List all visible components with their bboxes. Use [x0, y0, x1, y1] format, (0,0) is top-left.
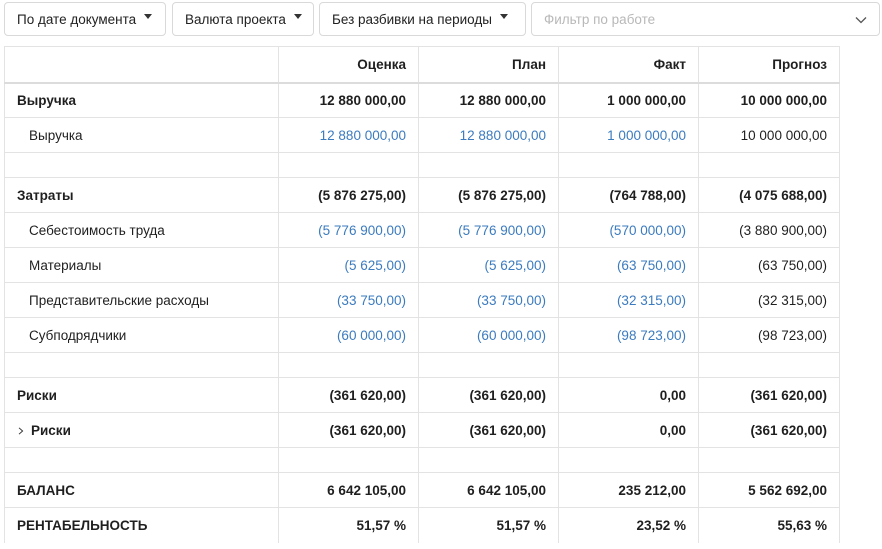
cell-forecast: (361 620,00) — [699, 378, 840, 413]
row-label: Риски — [5, 378, 279, 413]
cell-fact-link[interactable]: (98 723,00) — [559, 318, 699, 353]
cell-plan: 12 880 000,00 — [419, 83, 559, 118]
cell-forecast: 55,63 % — [699, 508, 840, 543]
cell-fact: 23,52 % — [559, 508, 699, 543]
period-label: Без разбивки на периоды — [332, 11, 492, 27]
date-mode-dropdown[interactable] — [4, 2, 166, 36]
chevron-right-icon[interactable] — [17, 427, 25, 435]
row-label: Затраты — [5, 178, 279, 213]
cell-fact-link[interactable]: (32 315,00) — [559, 283, 699, 318]
cell-estimate: 6 642 105,00 — [279, 473, 419, 508]
period-dropdown[interactable] — [319, 2, 526, 36]
cell-estimate: 12 880 000,00 — [279, 83, 419, 118]
row-subcontractors — [5, 318, 840, 353]
cell-plan-link[interactable]: (5 776 900,00) — [419, 213, 559, 248]
row-labor — [5, 213, 840, 248]
caret-down-icon — [294, 14, 302, 19]
cell-plan: (361 620,00) — [419, 378, 559, 413]
cell-plan: (361 620,00) — [419, 413, 559, 448]
spacer-row — [5, 448, 840, 473]
row-costs-total — [5, 178, 840, 213]
cell-estimate-link[interactable]: (5 625,00) — [279, 248, 419, 283]
row-label: РЕНТАБЕЛЬНОСТЬ — [5, 508, 279, 543]
row-label: БАЛАНС — [5, 473, 279, 508]
header-forecast[interactable]: Прогноз — [699, 47, 840, 83]
header-estimate[interactable]: Оценка — [279, 47, 419, 83]
header-plan[interactable]: План — [419, 47, 559, 83]
header-row — [5, 47, 840, 83]
cell-forecast: 5 562 692,00 — [699, 473, 840, 508]
currency-dropdown[interactable] — [172, 2, 314, 36]
spacer-row — [5, 153, 840, 178]
currency-label: Валюта проекта — [185, 11, 286, 27]
caret-down-icon — [500, 14, 508, 19]
cell-forecast: (361 620,00) — [699, 413, 840, 448]
cell-plan-link[interactable]: (60 000,00) — [419, 318, 559, 353]
row-representation — [5, 283, 840, 318]
work-filter-input[interactable] — [544, 12, 834, 27]
cell-forecast: (98 723,00) — [699, 318, 840, 353]
row-label: Себестоимость труда — [5, 213, 279, 248]
finance-table — [4, 46, 840, 543]
cell-plan: 6 642 105,00 — [419, 473, 559, 508]
cell-fact: 235 212,00 — [559, 473, 699, 508]
cell-plan-link[interactable]: (33 750,00) — [419, 283, 559, 318]
row-label: Субподрядчики — [5, 318, 279, 353]
cell-fact: 1 000 000,00 — [559, 83, 699, 118]
cell-plan-link[interactable]: (5 625,00) — [419, 248, 559, 283]
cell-fact-link[interactable]: (570 000,00) — [559, 213, 699, 248]
cell-forecast: 10 000 000,00 — [699, 118, 840, 153]
row-label: Материалы — [5, 248, 279, 283]
cell-estimate-link[interactable]: (60 000,00) — [279, 318, 419, 353]
chevron-down-icon[interactable] — [853, 12, 869, 28]
cell-fact: 0,00 — [559, 413, 699, 448]
row-risks-total — [5, 378, 840, 413]
cell-estimate: (5 876 275,00) — [279, 178, 419, 213]
cell-plan-link[interactable]: 12 880 000,00 — [419, 118, 559, 153]
toolbar — [4, 2, 880, 36]
cell-forecast: (3 880 900,00) — [699, 213, 840, 248]
header-fact[interactable]: Факт — [559, 47, 699, 83]
row-label: Выручка — [5, 83, 279, 118]
cell-forecast: (32 315,00) — [699, 283, 840, 318]
row-risks[interactable] — [5, 413, 840, 448]
cell-fact: 0,00 — [559, 378, 699, 413]
cell-estimate: (361 620,00) — [279, 378, 419, 413]
cell-forecast: (63 750,00) — [699, 248, 840, 283]
cell-forecast: 10 000 000,00 — [699, 83, 840, 118]
work-filter-combobox[interactable] — [531, 2, 880, 36]
date-mode-label: По дате документа — [17, 11, 137, 27]
cell-estimate-link[interactable]: (33 750,00) — [279, 283, 419, 318]
cell-estimate: (361 620,00) — [279, 413, 419, 448]
row-label: Представительские расходы — [5, 283, 279, 318]
row-profitability — [5, 508, 840, 543]
row-balance — [5, 473, 840, 508]
row-materials — [5, 248, 840, 283]
row-revenue-total — [5, 83, 840, 118]
row-revenue — [5, 118, 840, 153]
cell-forecast: (4 075 688,00) — [699, 178, 840, 213]
cell-fact-link[interactable]: (63 750,00) — [559, 248, 699, 283]
cell-plan: (5 876 275,00) — [419, 178, 559, 213]
row-label: Выручка — [5, 118, 279, 153]
cell-fact-link[interactable]: 1 000 000,00 — [559, 118, 699, 153]
spacer-row — [5, 353, 840, 378]
cell-fact: (764 788,00) — [559, 178, 699, 213]
cell-estimate-link[interactable]: 12 880 000,00 — [279, 118, 419, 153]
cell-plan: 51,57 % — [419, 508, 559, 543]
row-label-expandable[interactable] — [5, 413, 279, 448]
cell-estimate-link[interactable]: (5 776 900,00) — [279, 213, 419, 248]
cell-estimate: 51,57 % — [279, 508, 419, 543]
caret-down-icon — [144, 14, 152, 19]
header-label-col — [5, 47, 279, 83]
row-label-text: Риски — [31, 422, 71, 438]
